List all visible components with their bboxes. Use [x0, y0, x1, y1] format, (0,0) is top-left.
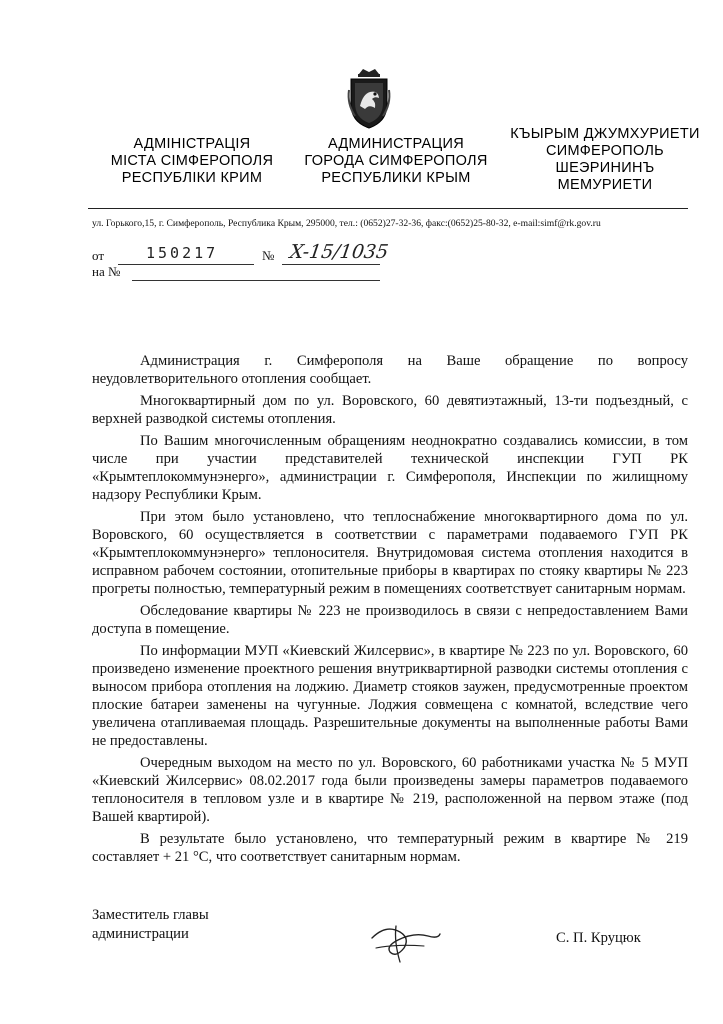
header-ct-line: СИМФЕРОПОЛЬ — [545, 143, 664, 159]
date-underline — [118, 264, 254, 265]
handwritten-signature — [366, 918, 446, 966]
header-russian — [296, 136, 496, 187]
number-underline — [282, 264, 380, 265]
header-ru-line: РЕСПУБЛИКИ КРЫМ — [321, 170, 471, 186]
signatory-title — [92, 906, 209, 944]
paragraph: В результате было установлено, что температурный режим в квартире № 219 составляет + 21 °С, что соответствует санитарным нормам. — [92, 831, 688, 865]
header-crimean-tatar — [505, 126, 705, 194]
header-ct-line: ШЕЭРИНИНЪ — [555, 160, 655, 176]
paragraph: Администрация г. Симферополя на Ваше обращение по вопросу неудовлетворительного отопления сообщает. — [92, 353, 688, 387]
reply-underline — [132, 280, 380, 281]
signatory-title-line: администрации — [92, 926, 189, 942]
reply-label: на № — [92, 264, 121, 279]
coat-of-arms-icon — [345, 68, 393, 130]
header-ct-line: КЪЫРЫМ ДЖУМХУРИЕТИ — [510, 126, 700, 142]
address-line: ул. Горького,15, г. Симферополь, Республика Крым, 295000, тел.: (0652)27-32-36, факс:(0652)25-80-32, e-mail:simf@rk.gov.ru — [92, 218, 601, 229]
paragraph: Очередным выходом на место по ул. Воровского, 60 работниками участка № 5 МУП «Киевский Жилсервис» 08.02.2017 года были произведены замеры параметров подаваемого теплоносителя в тепловом узле и в квартире № 219, расположенной на первом этаже (под Вашей квартирой). — [92, 755, 688, 825]
date-label: от — [92, 248, 105, 263]
header-divider — [88, 208, 688, 209]
outgoing-number: X-15/1035 — [288, 241, 390, 263]
outgoing-date: 150217 — [146, 244, 219, 262]
letter-body — [92, 352, 688, 870]
paragraph: Многоквартирный дом по ул. Воровского, 60 девятиэтажный, 13-ти подъездный, с верхней разводкой системы отопления. — [92, 393, 688, 427]
signatory-name: С. П. Круцюк — [556, 930, 641, 946]
header-ru-line: ГОРОДА СИМФЕРОПОЛЯ — [304, 153, 488, 169]
header-ct-line: МЕМУРИЕТИ — [557, 177, 653, 193]
paragraph: При этом было установлено, что теплоснабжение многоквартирного дома по ул. Воровского, 60 осуществляется в соответствии с параметрами подаваемого ГУП РК «Крымтеплокоммунэнерго» теплоносителя. Внутридомовая система отопления находится в исправном рабочем состоянии, отопительные приборы в квартирах по стояку квартиры № 223 прогреты полностью, температурный режим в помещениях соответствует санитарным нормам. — [92, 509, 688, 597]
header-ua-line: РЕСПУБЛІКИ КРИМ — [121, 170, 263, 186]
header-ukrainian — [107, 136, 277, 187]
header-ua-line: МІСТА СІМФЕРОПОЛЯ — [110, 153, 274, 169]
paragraph: По информации МУП «Киевский Жилсервис», в квартире № 223 по ул. Воровского, 60 произведено изменение проектного решения внутриквартирной разводки системы отопления с выносом прибора отопления на лоджию. Диаметр стояков заужен, предусмотренные проектом плоские батареи заменены на чугунные. Лоджия совмещена с комнатой, вследствие чего увеличена отапливаемая площадь. Разрешительные документы на выполненные работы Вами не предоставлены. — [92, 643, 688, 749]
paragraph: По Вашим многочисленным обращениям неоднократно создавались комиссии, в том числе при участии представителей технической инспекции ГУП РК «Крымтеплокоммунэнерго», администрации г. Симферополя, Инспекции по жилищному надзору Республики Крым. — [92, 433, 688, 503]
paragraph: Обследование квартиры № 223 не производилось в связи с непредоставлением Вами доступа в помещение. — [92, 603, 688, 637]
signatory-title-line: Заместитель главы — [92, 907, 209, 923]
header-ua-line: АДМІНІСТРАЦІЯ — [133, 136, 251, 152]
number-label: № — [262, 248, 275, 263]
header-ru-line: АДМИНИСТРАЦИЯ — [327, 136, 465, 152]
